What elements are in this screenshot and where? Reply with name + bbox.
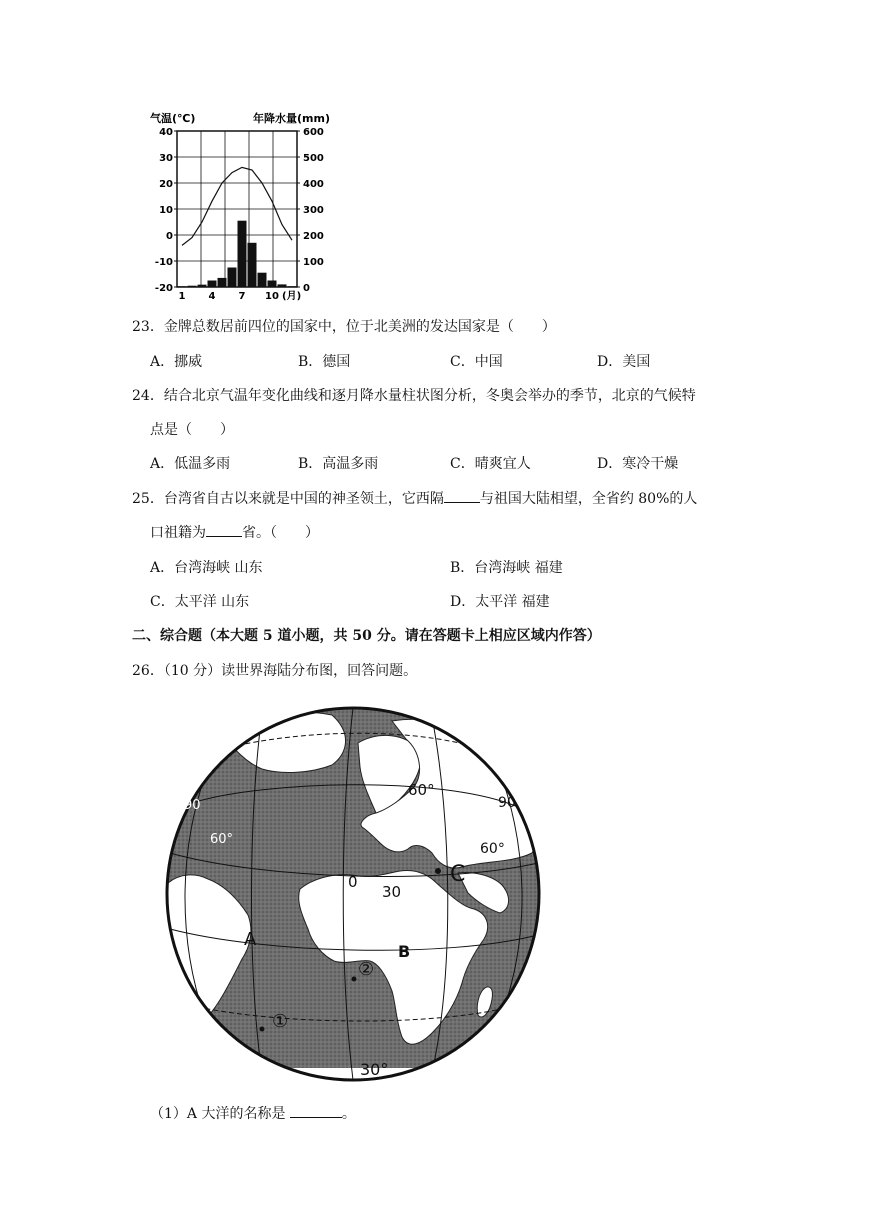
q25-text-b: 与祖国大陆相望，全省约 80%的人 <box>479 491 698 507</box>
x-tick-label: 1 <box>178 291 186 302</box>
left-tick-label: 20 <box>159 179 173 190</box>
q23-option-d[interactable]: D．美国 <box>597 354 651 370</box>
left-tick-label: -20 <box>154 283 173 294</box>
left-axis-title: 气温(℃) <box>150 112 196 125</box>
q23-option-c[interactable]: C．中国 <box>450 354 503 370</box>
precip-bar <box>288 286 297 287</box>
left-tick-label: 30 <box>159 153 173 164</box>
precip-bar <box>218 278 227 287</box>
label-60-top: 60° <box>408 781 435 799</box>
marker-c <box>435 868 441 874</box>
q25-blank-1[interactable] <box>444 490 480 503</box>
question-24-stem-line2: 点是（ ） <box>150 422 234 438</box>
label-point-2: ② <box>358 959 375 980</box>
sub1-blank[interactable] <box>290 1105 342 1118</box>
x-tick-label: 4 <box>208 291 216 302</box>
right-axis-title: 年降水量(mm) <box>253 112 330 125</box>
q25-blank-2[interactable] <box>206 524 242 537</box>
x-unit-label: (月) <box>282 291 302 302</box>
question-25-stem-line2 <box>150 522 319 542</box>
q24-option-b[interactable]: B．高温多雨 <box>298 456 379 472</box>
precip-bar <box>278 284 287 287</box>
q24-option-d[interactable]: D．寒冷干燥 <box>597 456 679 472</box>
precip-bar <box>268 281 277 288</box>
left-tick-label: -10 <box>154 257 173 268</box>
precip-bar <box>228 268 237 288</box>
marker-1 <box>260 1027 265 1032</box>
climate-chart <box>140 112 340 302</box>
x-tick-label: 7 <box>238 291 246 302</box>
question-26-stem: 26．（10 分）读世界海陆分布图，回答问题。 <box>132 663 418 679</box>
question-23-stem: 23．金牌总数居前四位的国家中，位于北美洲的发达国家是（ ） <box>132 319 556 335</box>
label-lon0: 0 <box>348 873 358 891</box>
label-90-right: 90 <box>498 795 516 811</box>
precip-bar <box>178 286 187 287</box>
q25-text-d: 省。（ ） <box>242 525 319 541</box>
label-30s: 30° <box>360 1060 389 1079</box>
right-tick-label: 300 <box>303 205 324 216</box>
right-tick-label: 0 <box>303 283 310 294</box>
q25-text-c: 口祖籍为 <box>150 525 206 541</box>
label-lon30: 30 <box>382 883 402 901</box>
q25-option-a[interactable]: A．台湾海峡 山东 <box>150 560 263 576</box>
sub1-text: （1）A 大洋的名称是 <box>150 1106 290 1122</box>
left-tick-label: 10 <box>159 205 173 216</box>
precip-bar <box>238 221 247 287</box>
label-90-left: 90 <box>184 798 201 813</box>
label-60-left: 60° <box>210 832 234 847</box>
left-tick-label: 40 <box>159 127 173 138</box>
right-tick-label: 200 <box>303 231 324 242</box>
sub-question-1 <box>150 1103 356 1123</box>
q23-option-a[interactable]: A．挪威 <box>150 354 203 370</box>
label-60-right: 60° <box>480 841 505 857</box>
q25-option-b[interactable]: B．台湾海峡 福建 <box>450 560 563 576</box>
temperature-curve <box>182 167 292 245</box>
question-25-stem-line1 <box>132 488 697 508</box>
left-tick-label: 0 <box>166 231 173 242</box>
q25-option-d[interactable]: D．太平洋 福建 <box>450 594 550 610</box>
marker-2 <box>352 977 357 982</box>
label-continent-b: B <box>398 942 411 961</box>
precip-bar <box>188 286 197 287</box>
precip-bar <box>198 285 207 287</box>
label-c: C <box>450 862 466 887</box>
q25-option-c[interactable]: C．太平洋 山东 <box>150 594 250 610</box>
precip-bar <box>248 243 257 287</box>
x-tick-label: 10 <box>265 291 279 302</box>
q23-option-b[interactable]: B．德国 <box>298 354 351 370</box>
q24-option-c[interactable]: C．晴爽宜人 <box>450 456 531 472</box>
sub1-end: 。 <box>341 1106 356 1122</box>
right-tick-label: 600 <box>303 127 324 138</box>
q25-text-a: 25．台湾省自古以来就是中国的神圣领土，它西隔 <box>132 491 444 507</box>
right-tick-label: 400 <box>303 179 324 190</box>
world-globe-map <box>162 703 544 1085</box>
right-tick-label: 500 <box>303 153 324 164</box>
label-point-1: ① <box>272 1011 289 1032</box>
question-24-stem-line1: 24．结合北京气温年变化曲线和逐月降水量柱状图分析，冬奥会举办的季节，北京的气候特 <box>132 388 696 404</box>
right-tick-label: 100 <box>303 257 324 268</box>
label-ocean-a: A <box>244 929 257 950</box>
section-2-title: 二、综合题（本大题 5 道小题，共 50 分。请在答题卡上相应区域内作答） <box>132 628 601 644</box>
precip-bar <box>258 273 267 287</box>
precip-bar <box>208 281 217 288</box>
q24-option-a[interactable]: A．低温多雨 <box>150 456 231 472</box>
